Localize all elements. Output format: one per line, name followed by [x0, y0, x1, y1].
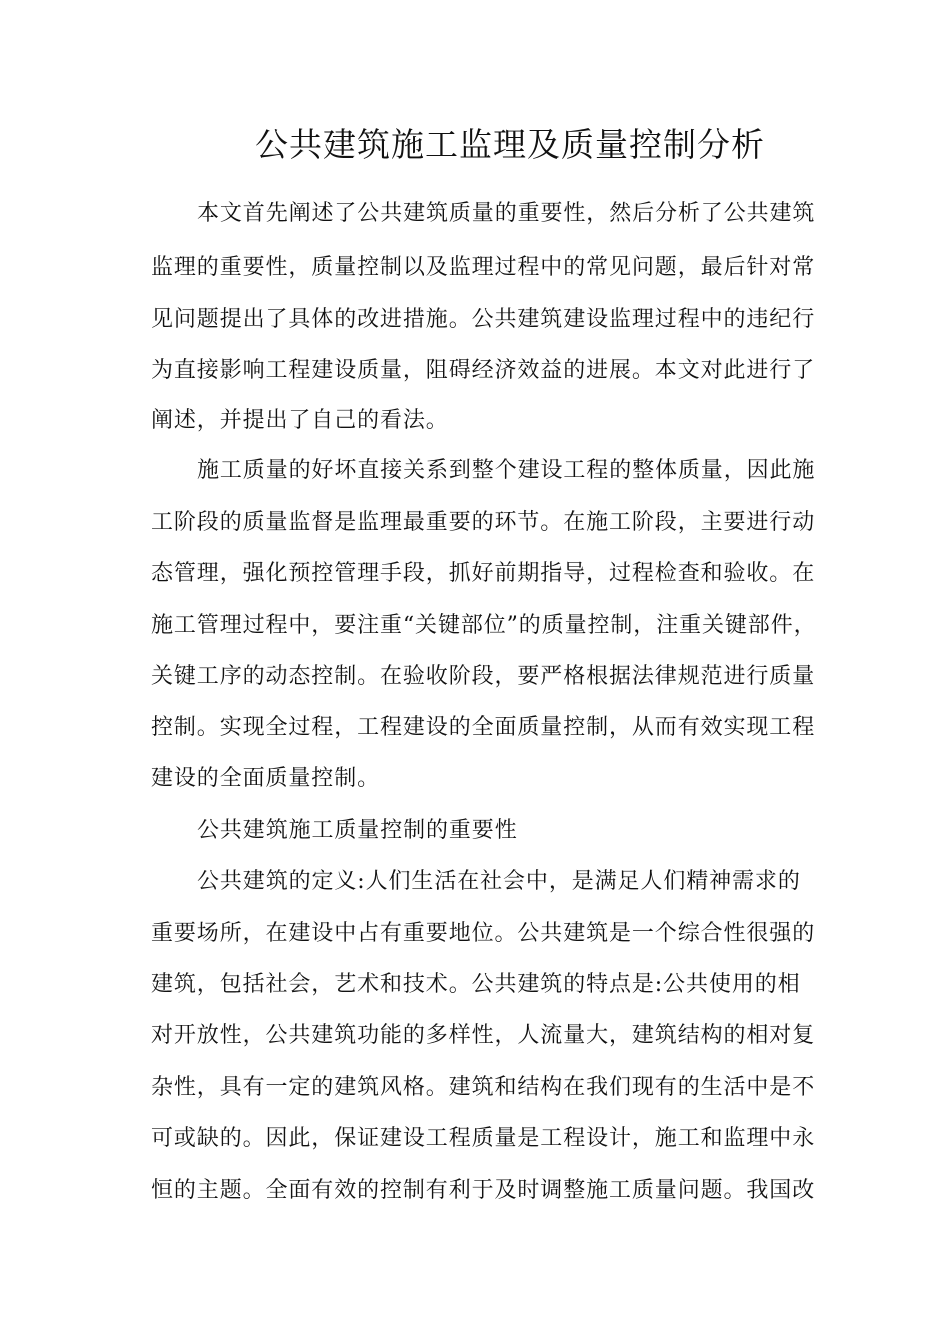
text-line: 阐述，并提出了自己的看法。: [151, 408, 449, 433]
text-line: 建筑，包括社会，艺术和技术。公共建筑的特点是:公共使用的相: [151, 972, 801, 997]
text-line: 关键工序的动态控制。在验收阶段，要严格根据法律规范进行质量: [151, 664, 816, 689]
text-line: 公共建筑的定义:人们生活在社会中，是满足人们精神需求的: [197, 869, 801, 894]
text-line: 施工质量的好坏直接关系到整个建设工程的整体质量，因此施: [197, 458, 816, 483]
section-heading: 公共建筑施工质量控制的重要性: [197, 818, 518, 843]
text-line: 建设的全面质量控制。: [151, 766, 381, 791]
text-line: 监理的重要性，质量控制以及监理过程中的常见问题，最后针对常: [151, 255, 816, 280]
text-line: 杂性，具有一定的建筑风格。建筑和结构在我们现有的生活中是不: [151, 1075, 816, 1100]
text-line: 为直接影响工程建设质量，阻碍经济效益的进展。本文对此进行了: [151, 358, 816, 383]
text-line: 见问题提出了具体的改进措施。公共建筑建设监理过程中的违纪行: [151, 307, 816, 332]
text-line: 施工管理过程中，要注重“关键部位”的质量控制，注重关键部件，: [151, 613, 817, 638]
text-line: 工阶段的质量监督是监理最重要的环节。在施工阶段，主要进行动: [151, 510, 816, 535]
text-line: 态管理，强化预控管理手段，抓好前期指导，过程检查和验收。在: [151, 561, 816, 586]
text-line: 对开放性，公共建筑功能的多样性，人流量大，建筑结构的相对复: [151, 1023, 816, 1048]
document-title: 公共建筑施工监理及质量控制分析: [255, 125, 765, 164]
text-line: 可或缺的。因此，保证建设工程质量是工程设计，施工和监理中永: [151, 1126, 816, 1151]
text-line: 恒的主题。全面有效的控制有利于及时调整施工质量问题。我国改: [151, 1178, 816, 1203]
text-line: 本文首先阐述了公共建筑质量的重要性，然后分析了公共建筑: [197, 201, 816, 226]
text-line: 重要场所，在建设中占有重要地位。公共建筑是一个综合性很强的: [151, 921, 816, 946]
text-line: 控制。实现全过程，工程建设的全面质量控制，从而有效实现工程: [151, 715, 816, 740]
